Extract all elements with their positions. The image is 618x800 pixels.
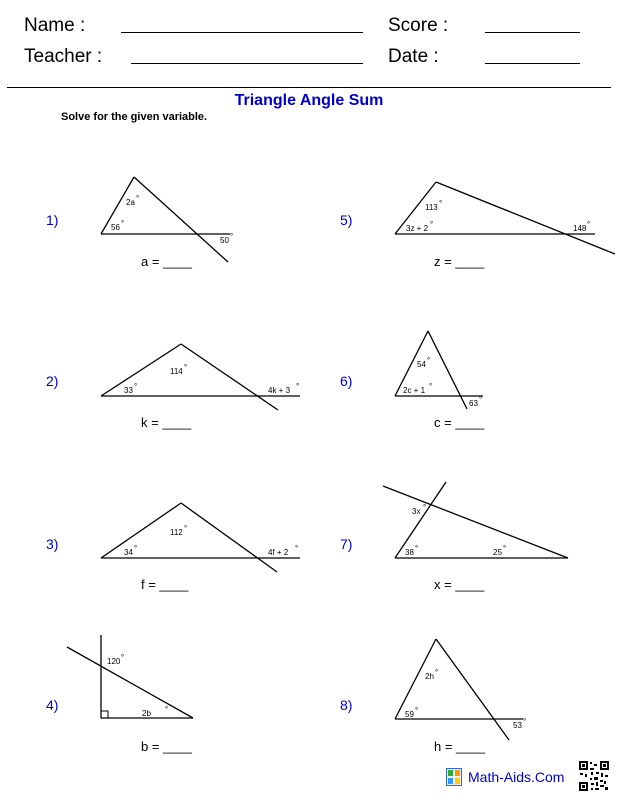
angle-label: 56 bbox=[111, 223, 120, 232]
angle-label: 59 bbox=[405, 710, 414, 719]
degree-symbol: ° bbox=[184, 524, 188, 533]
answer-blank-5: z = ____ bbox=[434, 254, 485, 269]
qr-code-icon bbox=[578, 760, 610, 792]
problem-number-6: 6) bbox=[340, 373, 353, 389]
degree-symbol: ° bbox=[430, 220, 434, 229]
date-label: Date : bbox=[388, 46, 439, 67]
name-label: Name : bbox=[24, 15, 86, 36]
angle-label: 3x bbox=[412, 507, 421, 516]
score-label: Score : bbox=[388, 15, 449, 36]
answer-blank-4: b = ____ bbox=[141, 739, 192, 754]
problem-number-3: 3) bbox=[46, 536, 59, 552]
problem-number-1: 1) bbox=[46, 212, 59, 228]
degree-symbol: ° bbox=[230, 232, 234, 241]
angle-label: 63 bbox=[469, 399, 478, 408]
answer-blank-2: k = ____ bbox=[141, 415, 192, 430]
angle-label: 2c + 1 bbox=[403, 386, 426, 395]
degree-symbol: ° bbox=[479, 395, 483, 404]
angle-label: 113 bbox=[425, 203, 438, 212]
angle-label: 54 bbox=[417, 360, 426, 369]
worksheet-title: Triangle Angle Sum bbox=[234, 92, 384, 109]
degree-symbol: ° bbox=[427, 356, 431, 365]
angle-label: 4f + 2 bbox=[268, 548, 289, 557]
brand-link[interactable]: Math-Aids.Com bbox=[468, 769, 565, 785]
angle-label: 53 bbox=[513, 721, 522, 730]
degree-symbol: ° bbox=[184, 363, 188, 372]
degree-symbol: ° bbox=[503, 544, 507, 553]
degree-symbol: ° bbox=[523, 717, 527, 726]
calculator-icon bbox=[446, 768, 462, 786]
angle-label: 114 bbox=[170, 367, 183, 376]
worksheet-instructions: Solve for the given variable. bbox=[61, 111, 208, 123]
angle-label: 148 bbox=[573, 224, 587, 233]
angle-label: 2h bbox=[425, 672, 434, 681]
problem-number-2: 2) bbox=[46, 373, 59, 389]
degree-symbol: ° bbox=[134, 382, 138, 391]
degree-symbol: ° bbox=[435, 668, 439, 677]
problem-number-5: 5) bbox=[340, 212, 353, 228]
angle-label: 50 bbox=[220, 236, 229, 245]
triangle-figure-8 bbox=[395, 639, 523, 740]
angle-label: 25 bbox=[493, 548, 502, 557]
degree-symbol: ° bbox=[587, 220, 591, 229]
angle-label: 3z + 2 bbox=[406, 224, 429, 233]
degree-symbol: ° bbox=[439, 199, 443, 208]
degree-symbol: ° bbox=[136, 194, 140, 203]
teacher-label: Teacher : bbox=[24, 46, 103, 67]
degree-symbol: ° bbox=[165, 705, 169, 714]
degree-symbol: ° bbox=[296, 382, 300, 391]
degree-symbol: ° bbox=[415, 544, 419, 553]
problem-number-8: 8) bbox=[340, 697, 353, 713]
problem-number-4: 4) bbox=[46, 697, 59, 713]
triangle-figure-3 bbox=[101, 503, 300, 572]
answer-blank-8: h = ____ bbox=[434, 739, 485, 754]
angle-label: 2b bbox=[142, 709, 151, 718]
degree-symbol: ° bbox=[295, 544, 299, 553]
degree-symbol: ° bbox=[121, 653, 125, 662]
problem-number-7: 7) bbox=[340, 536, 353, 552]
answer-blank-3: f = ____ bbox=[141, 577, 189, 592]
degree-symbol: ° bbox=[423, 503, 427, 512]
triangle-figure-5 bbox=[395, 182, 615, 254]
angle-label: 38 bbox=[405, 548, 414, 557]
angle-label: 2a bbox=[126, 198, 135, 207]
triangle-figure-4 bbox=[67, 635, 193, 718]
angle-label: 34 bbox=[124, 548, 133, 557]
angle-label: 4k + 3 bbox=[268, 386, 291, 395]
answer-blank-1: a = ____ bbox=[141, 254, 192, 269]
triangle-figure-6 bbox=[395, 331, 483, 409]
answer-blank-7: x = ____ bbox=[434, 577, 485, 592]
degree-symbol: ° bbox=[415, 706, 419, 715]
angle-label: 120 bbox=[107, 657, 121, 666]
degree-symbol: ° bbox=[429, 382, 433, 391]
triangle-figure-7 bbox=[383, 482, 568, 558]
answer-blank-6: c = ____ bbox=[434, 415, 485, 430]
degree-symbol: ° bbox=[134, 544, 138, 553]
angle-label: 33 bbox=[124, 386, 133, 395]
triangle-figure-2 bbox=[101, 344, 300, 410]
degree-symbol: ° bbox=[121, 219, 125, 228]
angle-label: 112 bbox=[170, 528, 183, 537]
